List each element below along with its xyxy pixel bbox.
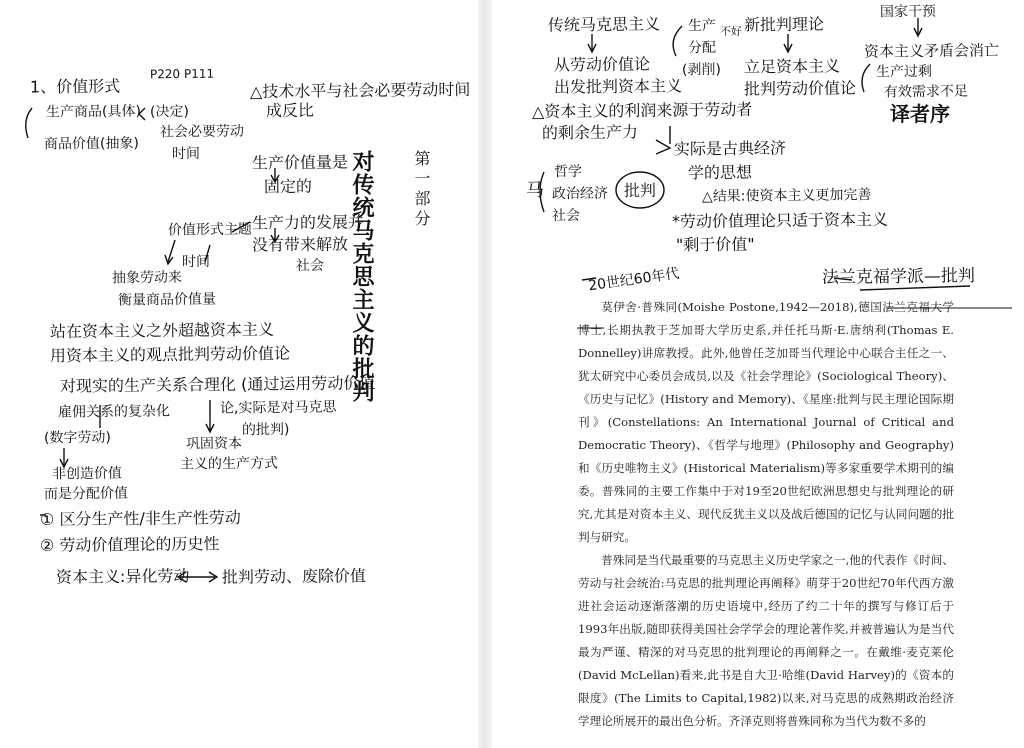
note-non-create: 非创造价值: [51, 465, 123, 483]
note-surplus-value: "剩于价值": [675, 234, 755, 255]
printed-text: [578, 296, 954, 733]
note-distribution: 分配: [687, 39, 717, 57]
note-bad: 不好: [719, 24, 743, 39]
note-page-refs: P220 P111: [149, 66, 215, 82]
note-value-form-theme: 价值形式主题: [167, 221, 253, 239]
note-demand: 有效需求不足: [883, 83, 969, 101]
note-critique-marx: 论,实际是对马克思: [219, 399, 337, 417]
note-social-necessary: 社会必要劳动: [159, 123, 245, 141]
note-society: 社会: [295, 257, 325, 275]
book-gutter: [478, 0, 492, 748]
note-trad-marxism: 传统马克思主义: [547, 14, 661, 35]
note-ltv-only: *劳动价值理论只适于资本主义: [671, 209, 889, 232]
note-critique-ltv: 批判劳动价值论: [743, 78, 857, 99]
note-value-fixed: 生产价值量是: [251, 152, 349, 173]
note-from-ltv: 从劳动价值论: [553, 54, 651, 75]
note-inverse: 成反比: [265, 100, 315, 121]
note-production: 生产: [687, 17, 717, 35]
note-consolidate: 巩固资本: [185, 435, 243, 453]
note-state-intervention: 国家干预: [879, 3, 937, 21]
note-critique-close: 的批判): [241, 421, 290, 439]
note-classical: 实际是古典经济: [673, 138, 787, 159]
part-label: 第一部分: [412, 150, 431, 230]
right-page: [492, 0, 1024, 748]
note-surplus: 的剩余生产力: [541, 122, 639, 143]
note-thought: 学的思想: [687, 162, 753, 183]
note-productivity: 生产力的发展并: [251, 212, 365, 233]
note-overproduction: 生产过剩: [875, 63, 933, 81]
left-page: [0, 0, 478, 748]
printed-paragraph-2: 普殊同是当代最重要的马克思主义历史学家之一,他的代表作《时间、劳动与社会统治:马克思的批判理论再阐释》萌芽于20世纪70年代西方激进社会运动逐渐落潮的历史语境中,经历了约二十年的撰写与修订后于1993年出版,随即获得美国社会学学会的理论著作奖,并被普遍认为是当代最为严谨、精深的对马克思的批判理论的再阐释之一。在戴维·麦克莱伦(David McLellan)看来,此书是自大卫·哈维(David Harvey)的《资本的限度》(The Limits to Capital,1982)以来,对马克思的成熟期政治经济学理论所展开的最出色分析。齐泽克则将普殊同称为当代为数不多的: [578, 553, 954, 728]
note-critique-cap: 出发批判资本主义: [553, 76, 683, 97]
translator-preface: 译者序: [890, 102, 950, 126]
note-measure-value: 衡量商品价值量: [117, 291, 217, 309]
note-capitalist-view: 用资本主义的观点批判劳动价值论: [49, 343, 291, 366]
note-result: △结果:使资本主义更加完善: [701, 187, 872, 205]
note-digital-labor: (数字劳动): [43, 429, 112, 447]
note-exploitation: (剥削): [681, 61, 722, 79]
note-abolish-value: 批判劳动、废除价值: [221, 566, 367, 587]
note-point-2: ② 劳动价值理论的历史性: [39, 534, 220, 555]
note-mode-production: 主义的生产方式: [179, 455, 279, 473]
note-rationalize: 对现实的生产关系合理化 (通过运用劳动价值: [59, 373, 376, 396]
note-ma: 马: [525, 179, 545, 202]
note-critique-circled: 批判: [623, 180, 657, 201]
note-alienated: 资本主义:异化劳动: [55, 566, 190, 587]
note-political-economy: 政治经济: [551, 185, 609, 203]
note-no-demise: 资本主义矛盾会消亡: [863, 41, 1000, 61]
note-tech-level: △技术水平与社会必要劳动时间: [249, 79, 471, 102]
note-time: 时间: [171, 145, 201, 163]
note-1960s: 20世纪60年代: [587, 265, 681, 295]
vertical-title: 对传统马克思主义的批判: [349, 150, 374, 403]
note-fixed: 固定的: [263, 176, 313, 197]
note-value-form: 1、价值形式: [29, 76, 121, 97]
note-base-capitalism: 立足资本主义: [743, 56, 841, 77]
note-abstract-labor: 抽象劳动来: [111, 269, 183, 287]
note-distribute: 而是分配价值: [43, 485, 129, 503]
note-determine: (决定): [149, 103, 190, 121]
note-commodity-concrete: 生产商品(具体): [45, 103, 142, 121]
note-society: 社会: [551, 207, 581, 225]
note-philosophy: 哲学: [553, 163, 583, 181]
note-frankfurt: 法兰克福学派—批判: [821, 266, 976, 288]
note-outside-capitalism: 站在资本主义之外超越资本主义: [49, 319, 275, 342]
note-no-liberation: 没有带来解放: [251, 234, 349, 255]
note-new-critical: 新批判理论: [743, 14, 825, 35]
note-commodity-abstract: 商品价值(抽象): [43, 135, 140, 153]
printed-paragraph-1: 莫伊舍·普殊同(Moishe Postone,1942—2018),德国法兰克福大学博士,长期执教于芝加哥大学历史系,并任托马斯·E.唐纳利(Thomas E. Donnelley)讲席教授。此外,他曾任芝加哥当代理论中心联合主任之一、犹太研究中心委员会成员,以及《社会学理论》(Sociological Theory)、《历史与记忆》(History and Memory)、《星座:批判与民主理论国际期刊》(Constellations: An International Journal of Critical and Democratic Theory)、《哲学与地理》(Philosophy and Geography)和《历史唯物主义》(Historical Materialism)等多家重要学术期刊的编委。普殊同的主要工作集中于对19至20世纪欧洲思想史与批判理论的研究,尤其是对资本主义、现代反犹主义以及战后德国的记忆与认同问题的批判与研究。: [578, 300, 954, 544]
note-profit-source: △资本主义的利润来源于劳动者: [531, 99, 753, 122]
note-employment: 雇佣关系的复杂化: [57, 403, 171, 421]
note-point-1: ① 区分生产性/非生产性劳动: [39, 507, 241, 530]
note-time-2: 时间: [181, 253, 211, 271]
